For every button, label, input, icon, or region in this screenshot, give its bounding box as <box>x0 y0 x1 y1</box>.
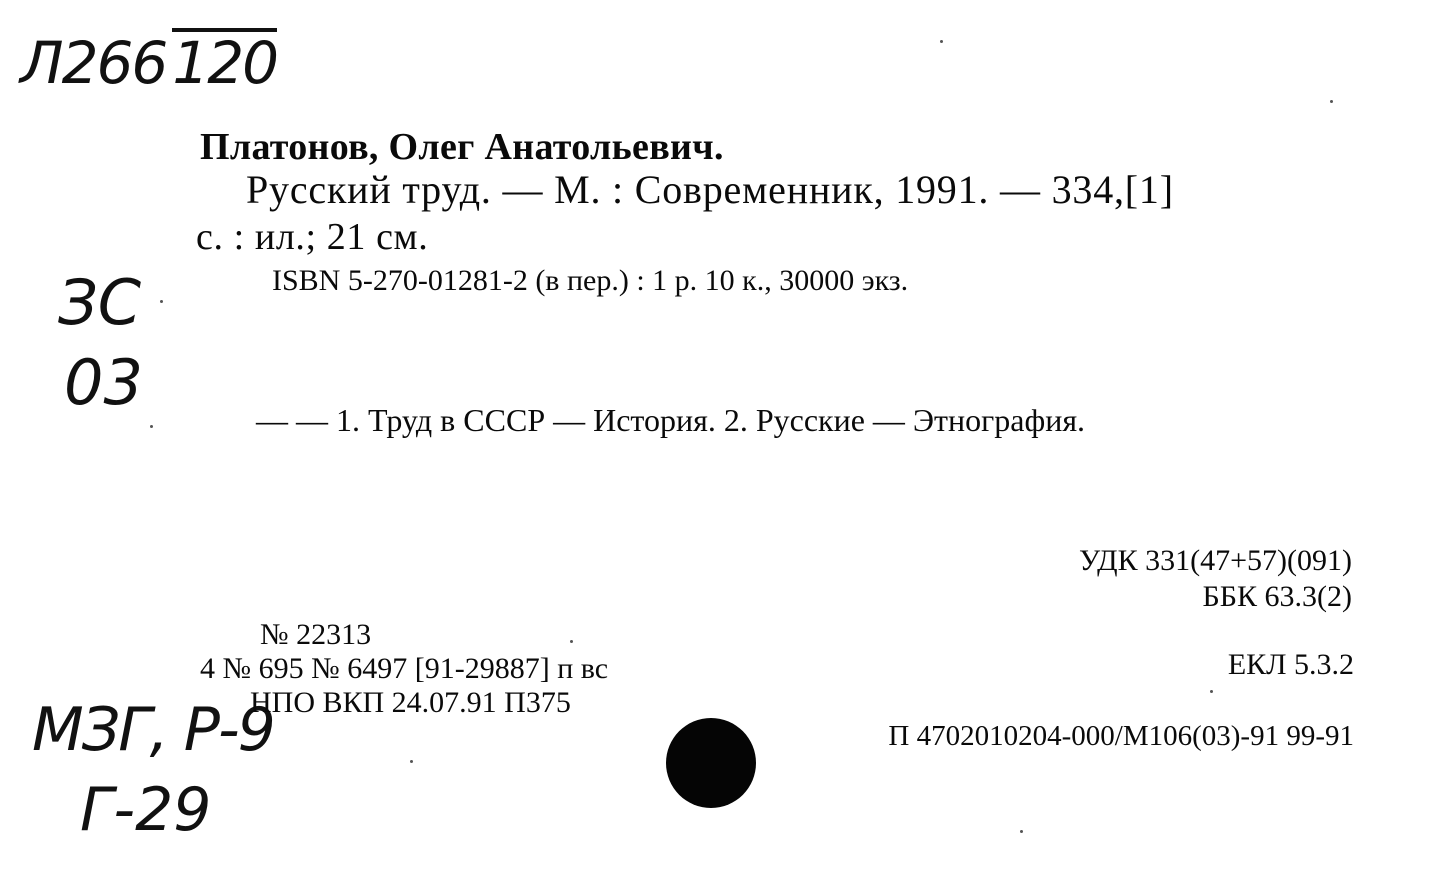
title-line-1: Русский труд. — М. : Современник, 1991. — 334,[1] <box>246 167 1174 212</box>
scan-speck <box>940 40 943 43</box>
subject-headings: — — 1. Труд в СССР — История. 2. Русские — Этнография. <box>256 402 1086 438</box>
print-line: НПО ВКП 24.07.91 П375 <box>250 686 571 719</box>
order-line: 4 № 695 № 6497 [91-29887] п вс <box>200 652 609 685</box>
scan-speck <box>150 425 153 428</box>
ekl-code: ЕКЛ 5.3.2 <box>1227 648 1354 681</box>
scan-speck <box>410 760 413 763</box>
udk-code: УДК 331(47+57)(091) <box>1078 544 1352 577</box>
handwritten-shelf-a: МЗГ, Р-9 <box>32 695 274 765</box>
handwritten-code-a: ЗС <box>58 266 142 339</box>
record-number: № 22313 <box>260 618 372 651</box>
handwritten-call-number <box>20 28 278 97</box>
scan-speck <box>1210 690 1213 693</box>
call-number-fraction: 120 <box>172 29 278 97</box>
scan-speck <box>570 640 573 643</box>
isbn-line: ISBN 5-270-01281-2 (в пер.) : 1 р. 10 к., 30000 экз. <box>272 264 909 297</box>
handwritten-code-b: 03 <box>64 346 143 419</box>
author-heading: Платонов, Олег Анатольевич. <box>200 126 724 168</box>
punch-hole <box>666 718 756 808</box>
bbk-code: ББК 63.3(2) <box>1202 580 1352 613</box>
product-code: П 4702010204-000/М106(03)-91 99-91 <box>888 720 1354 752</box>
handwritten-shelf-b: Г-29 <box>80 775 212 845</box>
scan-speck <box>1020 830 1023 833</box>
scan-speck <box>160 300 163 303</box>
title-line-2: с. : ил.; 21 см. <box>196 216 429 258</box>
call-number-text: Л266 <box>20 29 167 97</box>
scan-speck <box>1330 100 1333 103</box>
